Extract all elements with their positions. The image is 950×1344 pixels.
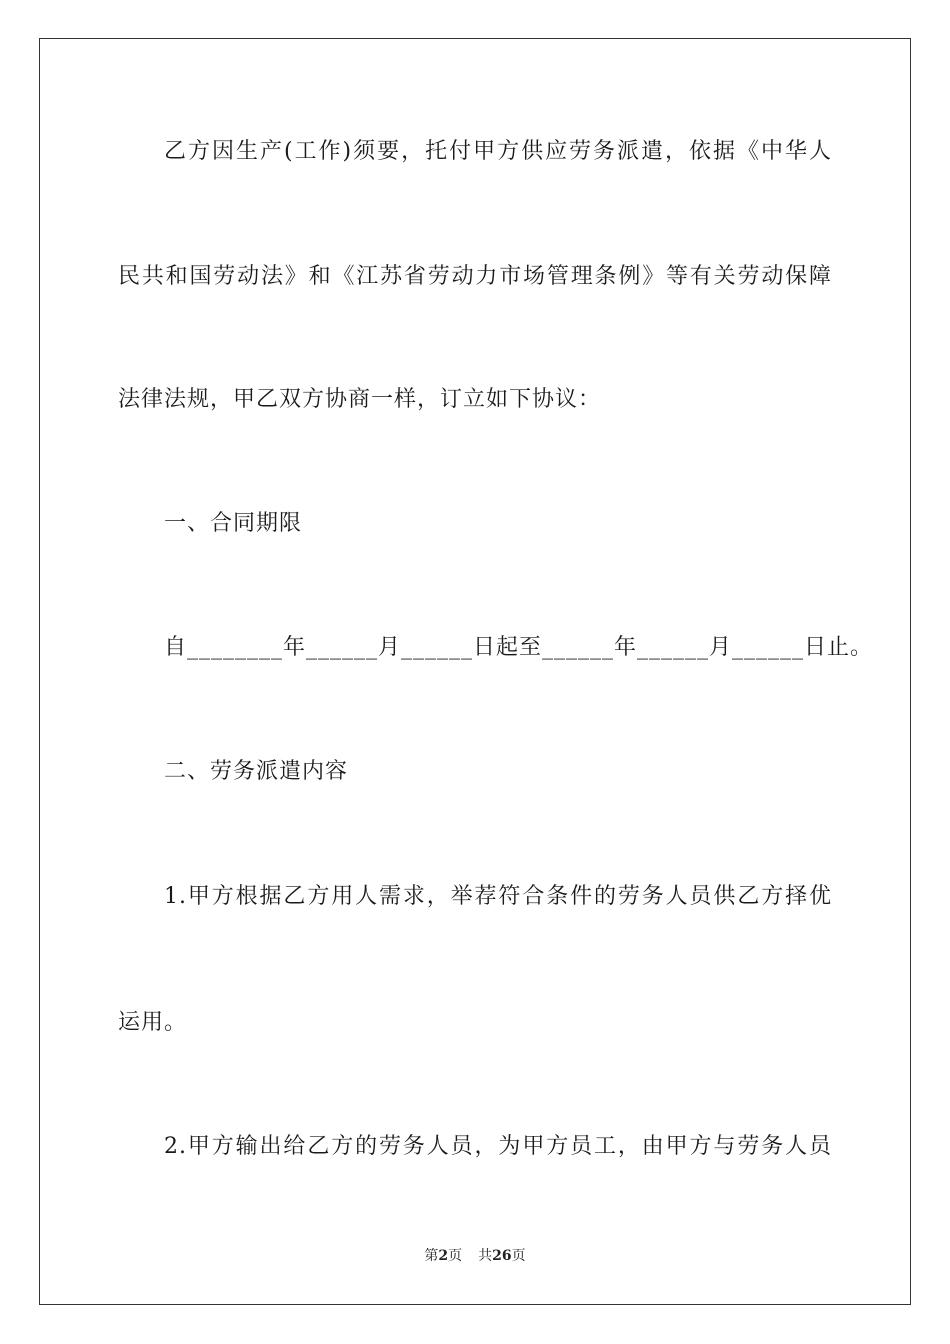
total-pages: 26 [492,1248,512,1264]
page-footer [0,1246,950,1266]
total-suffix: 页 [511,1248,526,1264]
clause-1-line-1: 1.甲方根据乙方用人需求，举荐符合条件的劳务人员供乙方择优 [164,884,832,909]
page-number: 2 [438,1248,449,1264]
total-prefix: 共 [478,1248,493,1264]
section-heading-contract-term: 一、合同期限 [164,511,303,536]
section-heading-dispatch-content: 二、劳务派遣内容 [164,759,349,784]
paragraph-intro-line-2: 民共和国劳动法》和《江苏省劳动力市场管理条例》等有关劳动保障 [118,264,832,289]
page-suffix: 页 [448,1248,463,1264]
page-prefix: 第 [424,1248,439,1264]
contract-term-date-line: 自________年______月______日起至______年______月______日止。 [164,635,874,660]
clause-1-line-2: 运用。 [118,1010,188,1035]
page-border [39,38,911,1305]
paragraph-intro-line-3: 法律法规，甲乙双方协商一样，订立如下协议： [118,387,602,412]
clause-2-line-1: 2.甲方输出给乙方的劳务人员，为甲方员工，由甲方与劳务人员 [164,1134,832,1159]
paragraph-intro-line-1: 乙方因生产(工作)须要，托付甲方供应劳务派遣，依据《中华人 [164,139,832,164]
